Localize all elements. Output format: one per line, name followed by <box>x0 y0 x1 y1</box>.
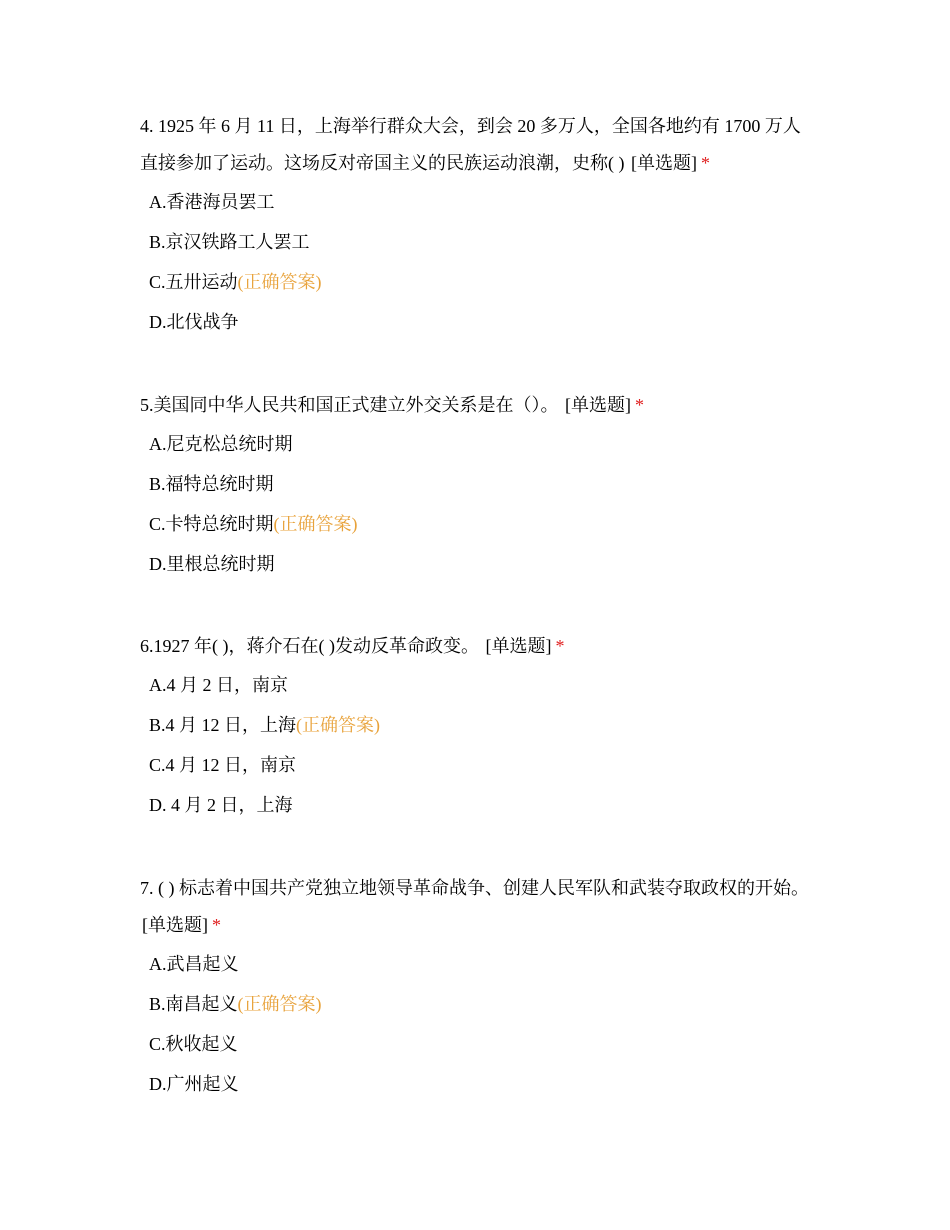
option-a <box>149 432 810 472</box>
option-text: C.秋收起义 <box>149 1034 238 1054</box>
option-text: D.广州起义 <box>149 1074 239 1094</box>
question-text: 6.1927 年( )，蒋介石在( )发动反革命政变。 <box>140 636 479 656</box>
option-text: A.4 月 2 日，南京 <box>149 675 288 695</box>
option-d <box>149 310 810 350</box>
option-text: A.尼克松总统时期 <box>149 434 293 454</box>
correct-answer-label: (正确答案) <box>237 272 322 292</box>
question-4 <box>140 108 810 350</box>
option-d <box>149 552 810 592</box>
question-stem <box>140 628 810 665</box>
option-b <box>149 992 810 1032</box>
option-d <box>149 1072 810 1112</box>
option-list <box>149 673 810 833</box>
question-7 <box>140 870 810 1112</box>
required-mark: * <box>635 395 644 415</box>
question-stem <box>140 108 810 182</box>
option-text: A.武昌起义 <box>149 954 239 974</box>
option-b <box>149 713 810 753</box>
correct-answer-label: (正确答案) <box>273 514 358 534</box>
required-mark: * <box>212 915 221 935</box>
option-a <box>149 673 810 713</box>
option-c <box>149 1032 810 1072</box>
option-a <box>149 190 810 230</box>
option-c <box>149 512 810 552</box>
option-b <box>149 230 810 270</box>
correct-answer-label: (正确答案) <box>237 994 322 1014</box>
option-b <box>149 472 810 512</box>
question-type-label: [单选题] <box>142 915 208 935</box>
question-type-label: [单选题] <box>565 395 631 415</box>
option-text: D. 4 月 2 日，上海 <box>149 795 293 815</box>
option-c <box>149 753 810 793</box>
question-type-label: [单选题] <box>485 636 552 656</box>
option-text: B.福特总统时期 <box>149 474 274 494</box>
option-text: D.里根总统时期 <box>149 554 275 574</box>
option-c <box>149 270 810 310</box>
option-text: C.卡特总统时期 <box>149 514 274 534</box>
question-text: 7. ( ) 标志着中国共产党独立地领导革命战争、创建人民军队和武装夺取政权的开始。 <box>140 878 809 898</box>
question-stem <box>140 870 810 944</box>
question-stem <box>140 387 810 424</box>
option-list <box>149 190 810 350</box>
option-text: C.4 月 12 日，南京 <box>149 755 297 775</box>
option-list <box>149 432 810 592</box>
required-mark: * <box>701 153 710 173</box>
option-text: B.京汉铁路工人罢工 <box>149 232 310 252</box>
option-text: D.北伐战争 <box>149 312 239 332</box>
question-text: 5.美国同中华人民共和国正式建立外交关系是在（）。 <box>140 395 559 415</box>
question-type-label: [单选题] <box>631 153 697 173</box>
correct-answer-label: (正确答案) <box>296 715 381 735</box>
question-text: 4. 1925 年 6 月 11 日，上海举行群众大会，到会 20 多万人，全国各地约有 1700 万人直接参加了运动。这场反对帝国主义的民族运动浪潮，史称( ) <box>140 116 801 173</box>
option-text: B.南昌起义 <box>149 994 238 1014</box>
option-a <box>149 952 810 992</box>
question-5 <box>140 387 810 592</box>
option-text: A.香港海员罢工 <box>149 192 275 212</box>
option-text: B.4 月 12 日，上海 <box>149 715 297 735</box>
question-6 <box>140 628 810 833</box>
option-text: C.五卅运动 <box>149 272 238 292</box>
option-list <box>149 952 810 1112</box>
required-mark: * <box>555 636 565 656</box>
option-d <box>149 793 810 833</box>
